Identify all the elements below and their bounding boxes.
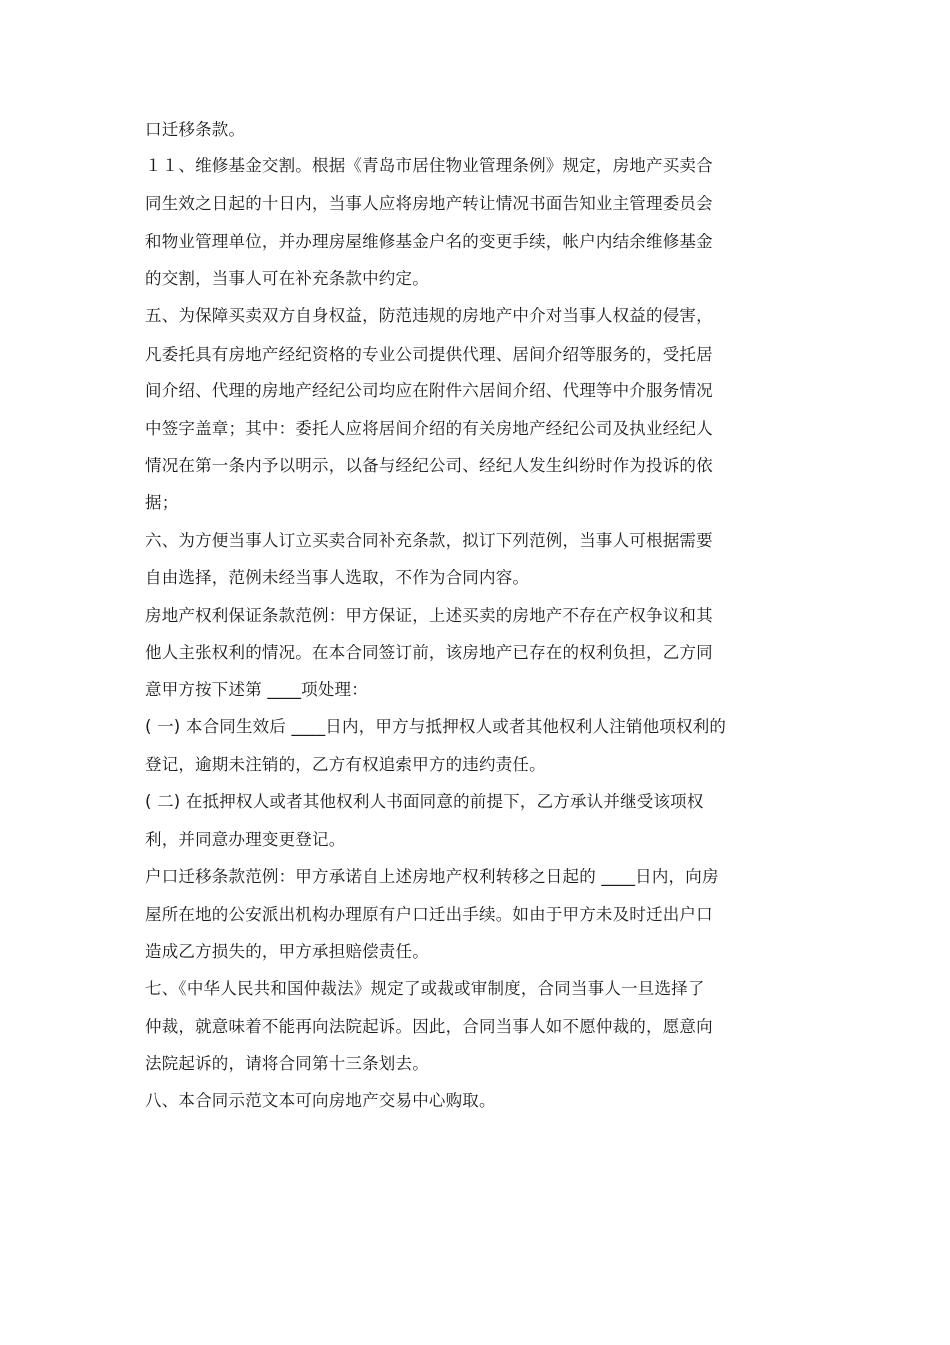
text-line: 法院起诉的，请将合同第十三条划去。 — [145, 1054, 429, 1073]
text-line: 房地产权利保证条款范例：甲方保证，上述买卖的房地产不存在产权争议和其 — [145, 606, 713, 625]
text-line: ( 二) 在抵押权人或者其他权利人书面同意的前提下，乙方承认并继受该项权 — [145, 792, 704, 811]
text-line: 口迁移条款。 — [145, 120, 246, 139]
text-line: 凡委托具有房地产经纪资格的专业公司提供代理、居间介绍等服务的，受托居 — [145, 345, 713, 364]
text-line: 意甲方按下述第 ____项处理： — [145, 680, 368, 699]
text-line: 屋所在地的公安派出机构办理原有户口迁出手续。如由于甲方未及时迁出户口 — [145, 905, 713, 924]
text-line: 五、为保障买卖双方自身权益，防范违规的房地产中介对当事人权益的侵害， — [145, 306, 713, 325]
text-line: 七、《中华人民共和国仲裁法》规定了或裁或审制度，合同当事人一旦选择了 — [145, 979, 705, 998]
text-line: 造成乙方损失的，甲方承担赔偿责任。 — [145, 942, 429, 961]
text-line: 户口迁移条款范例：甲方承诺自上述房地产权利转移之日起的 ____日内，向房 — [145, 867, 719, 886]
text-line: 六、为方便当事人订立买卖合同补充条款，拟订下列范例，当事人可根据需要 — [145, 531, 713, 550]
text-line: 八、本合同示范文本可向房地产交易中心购取。 — [145, 1091, 496, 1110]
text-line: 利，并同意办理变更登记。 — [145, 830, 346, 849]
text-line: 和物业管理单位，并办理房屋维修基金户名的变更手续，帐户内结余维修基金 — [145, 232, 713, 251]
text-line: 情况在第一条内予以明示，以备与经纪公司、经纪人发生纠纷时作为投诉的依 — [145, 456, 713, 475]
text-line: 登记，逾期未注销的，乙方有权追索甲方的违约责任。 — [145, 755, 546, 774]
text-line: 间介绍、代理的房地产经纪公司均应在附件六居间介绍、代理等中介服务情况 — [145, 381, 713, 400]
text-line: ( 一) 本合同生效后 ____日内，甲方与抵押权人或者其他权利人注销他项权利的 — [145, 717, 727, 736]
text-line: 据； — [145, 493, 179, 512]
text-line: 仲裁，就意味着不能再向法院起诉。因此，合同当事人如不愿仲裁的，愿意向 — [145, 1017, 713, 1036]
text-line: 的交割，当事人可在补充条款中约定。 — [145, 269, 429, 288]
text-line: １１、维修基金交割。根据《青岛市居住物业管理条例》规定，房地产买卖合 — [145, 156, 713, 175]
text-line: 同生效之日起的十日内，当事人应将房地产转让情况书面告知业主管理委员会 — [145, 194, 713, 213]
text-line: 他人主张权利的情况。在本合同签订前，该房地产已存在的权利负担，乙方同 — [145, 643, 713, 662]
text-line: 自由选择，范例未经当事人选取，不作为合同内容。 — [145, 568, 530, 587]
text-line: 中签字盖章；其中：委托人应将居间介绍的有关房地产经纪公司及执业经纪人 — [145, 419, 713, 438]
